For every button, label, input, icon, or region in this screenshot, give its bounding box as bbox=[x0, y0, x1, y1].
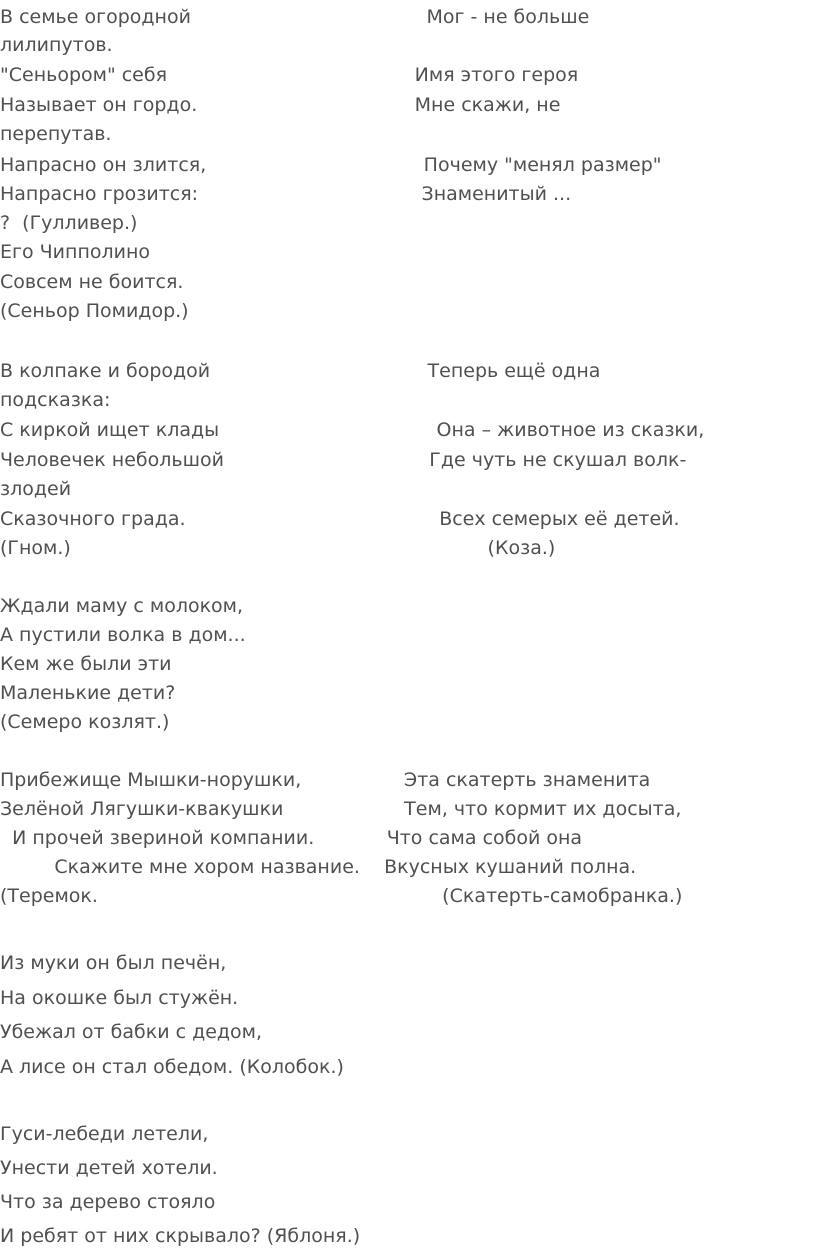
text-line: А лисе он стал обедом. (Колобок.) bbox=[0, 1056, 344, 1078]
text-line: Называет он гордо. Мне скажи, не bbox=[0, 94, 561, 116]
text-line: Маленькие дети? bbox=[0, 682, 176, 704]
text-line: Его Чипполино bbox=[0, 241, 151, 263]
text-line: Человечек небольшой Где чуть не скушал волк- bbox=[0, 449, 687, 471]
text-line: На окошке был стужён. bbox=[0, 987, 239, 1009]
text-line: Ждали маму с молоком, bbox=[0, 595, 244, 617]
text-line: В семье огородной Мог - не больше bbox=[0, 6, 590, 28]
text-line: Напрасно грозится: Знаменитый ... bbox=[0, 183, 572, 205]
text-line: Совсем не боится. bbox=[0, 271, 184, 293]
text-line: (Семеро козлят.) bbox=[0, 711, 170, 733]
text-line: И ребят от них скрывало? (Яблоня.) bbox=[0, 1225, 361, 1247]
text-line: подсказка: bbox=[0, 389, 111, 411]
text-line: Убежал от бабки с дедом, bbox=[0, 1021, 263, 1043]
text-line: Сказочного града. Всех семерых её детей. bbox=[0, 508, 680, 530]
text-line: Из муки он был печён, bbox=[0, 952, 227, 974]
text-line: С киркой ищет клады Она – животное из сказки, bbox=[0, 419, 705, 441]
text-line: (Теремок. (Скатерть-самобранка.) bbox=[0, 885, 683, 907]
text-line: Что за дерево стояло bbox=[0, 1191, 216, 1213]
text-line: Кем же были эти bbox=[0, 653, 172, 675]
text-line: Гуси-лебеди летели, bbox=[0, 1123, 209, 1145]
text-line: (Сеньор Помидор.) bbox=[0, 300, 189, 322]
text-line: (Гном.) (Коза.) bbox=[0, 537, 556, 559]
text-line: ? (Гулливер.) bbox=[0, 212, 138, 234]
text-line: А пустили волка в дом... bbox=[0, 624, 246, 646]
text-line: перепутав. bbox=[0, 123, 112, 145]
text-line: В колпаке и бородой Теперь ещё одна bbox=[0, 360, 601, 382]
text-line: Скажите мне хором название. Вкусных кушаний полна. bbox=[0, 856, 637, 878]
text-line: злодей bbox=[0, 478, 72, 500]
text-line: лилипутов. bbox=[0, 34, 113, 56]
text-line: Унести детей хотели. bbox=[0, 1157, 218, 1179]
text-line: Зелёной Лягушки-квакушки Тем, что кормит их досыта, bbox=[0, 798, 682, 820]
text-line: И прочей звериной компании. Что сама собой она bbox=[0, 827, 583, 849]
text-line: "Сеньором" себя Имя этого героя bbox=[0, 64, 579, 86]
text-line: Прибежище Мышки-норушки, Эта скатерть знаменита bbox=[0, 769, 651, 791]
text-line: Напрасно он злится, Почему "менял размер" bbox=[0, 154, 662, 176]
